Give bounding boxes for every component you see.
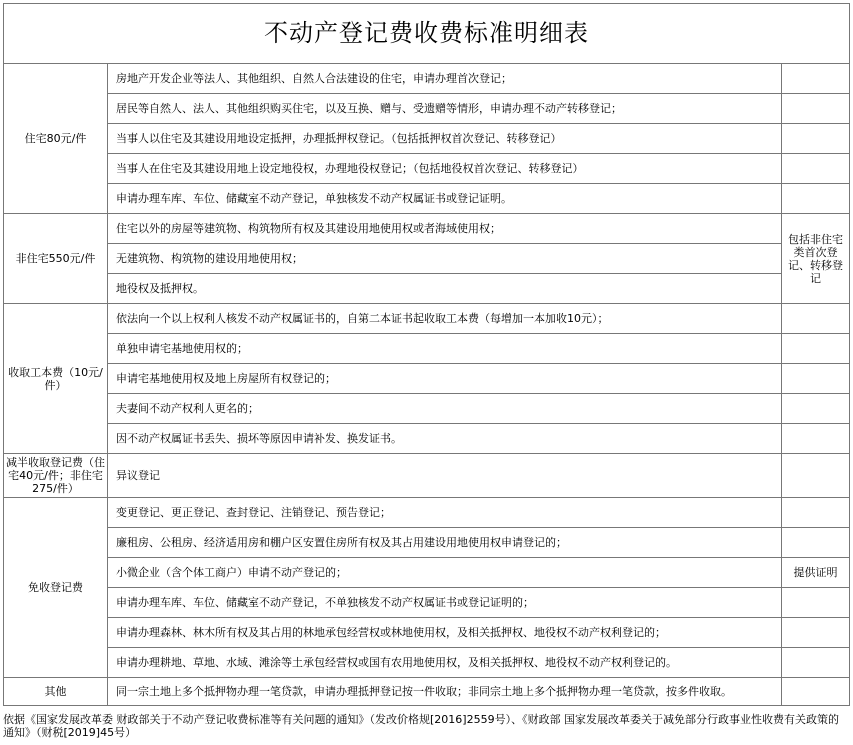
note-cell: [782, 588, 850, 618]
table-row: [4, 454, 850, 498]
item-text: 住宅以外的房屋等建筑物、构筑物所有权及其建设用地使用权或者海域使用权；: [108, 214, 782, 244]
note-cell: [782, 364, 850, 394]
note-cell: [782, 498, 850, 528]
fee-table: [3, 3, 850, 706]
table-row: [4, 124, 850, 154]
table-row: [4, 244, 850, 274]
note-cell: [782, 618, 850, 648]
item-text: 廉租房、公租房、经济适用房和棚户区安置住房所有权及其占用建设用地使用权申请登记的；: [108, 528, 782, 558]
category-exempt: 免收登记费: [4, 498, 108, 678]
table-row: [4, 94, 850, 124]
table-row: [4, 154, 850, 184]
item-text: 同一宗土地上多个抵押物办理一笔贷款，申请办理抵押登记按一件收取；非同宗土地上多个抵押物办理一笔贷款，按多件收取。: [108, 678, 782, 706]
legal-basis-footnote: 依据《国家发展改革委 财政部关于不动产登记收费标准等有关问题的通知》（发改价格规[2016]2559号）、《财政部 国家发展改革委关于减免部分行政事业性收费有关政策的通知》（财税[2019]45号）: [3, 713, 840, 739]
item-text: 因不动产权属证书丢失、损坏等原因申请补发、换发证书。: [108, 424, 782, 454]
table-row: [4, 558, 850, 588]
note-exempt: 提供证明: [782, 558, 850, 588]
category-half-fee: 减半收取登记费（住宅40元/件；非住宅275/件）: [4, 454, 108, 498]
item-text: 申请办理耕地、草地、水域、滩涂等土承包经营权或国有农用地使用权，及相关抵押权、地役权不动产权利登记的。: [108, 648, 782, 678]
item-text: 小微企业（含个体工商户）申请不动产登记的；: [108, 558, 782, 588]
item-text: 居民等自然人、法人、其他组织购买住宅，以及互换、赠与、受遗赠等情形，申请办理不动产转移登记；: [108, 94, 782, 124]
item-text: 申请办理车库、车位、储藏室不动产登记，单独核发不动产权属证书或登记证明。: [108, 184, 782, 214]
note-cell: [782, 94, 850, 124]
table-row: [4, 528, 850, 558]
table-row: [4, 214, 850, 244]
table-row: [4, 618, 850, 648]
table-row: [4, 588, 850, 618]
note-cell: [782, 454, 850, 498]
category-residential: 住宅80元/件: [4, 64, 108, 214]
note-cell: [782, 424, 850, 454]
note-cell: [782, 64, 850, 94]
table-row: [4, 274, 850, 304]
table-row: [4, 304, 850, 334]
item-text: 依法向一个以上权利人核发不动产权属证书的，自第二本证书起收取工本费（每增加一本加收10元）；: [108, 304, 782, 334]
note-cell: [782, 154, 850, 184]
category-other: 其他: [4, 678, 108, 706]
item-text: 当事人以住宅及其建设用地设定抵押，办理抵押权登记。（包括抵押权首次登记、转移登记）: [108, 124, 782, 154]
item-text: 申请办理车库、车位、储藏室不动产登记，不单独核发不动产权属证书或登记证明的；: [108, 588, 782, 618]
item-text: 异议登记: [108, 454, 782, 498]
table-row: [4, 424, 850, 454]
item-text: 申请宅基地使用权及地上房屋所有权登记的；: [108, 364, 782, 394]
table-row: [4, 648, 850, 678]
item-text: 夫妻间不动产权利人更名的；: [108, 394, 782, 424]
category-non-residential: 非住宅550元/件: [4, 214, 108, 304]
table-row: [4, 394, 850, 424]
category-workbook-fee: 收取工本费（10元/件）: [4, 304, 108, 454]
note-non-residential: 包括非住宅类首次登记、转移登记: [782, 214, 850, 304]
note-cell: [782, 394, 850, 424]
item-text: 单独申请宅基地使用权的；: [108, 334, 782, 364]
item-text: 当事人在住宅及其建设用地上设定地役权，办理地役权登记；（包括地役权首次登记、转移登记）: [108, 154, 782, 184]
note-cell: [782, 304, 850, 334]
table-row: [4, 184, 850, 214]
note-cell: [782, 678, 850, 706]
item-text: 房地产开发企业等法人、其他组织、自然人合法建设的住宅，申请办理首次登记；: [108, 64, 782, 94]
table-row: [4, 678, 850, 706]
note-cell: [782, 648, 850, 678]
item-text: 地役权及抵押权。: [108, 274, 782, 304]
table-row: [4, 498, 850, 528]
item-text: 无建筑物、构筑物的建设用地使用权；: [108, 244, 782, 274]
note-cell: [782, 124, 850, 154]
item-text: 申请办理森林、林木所有权及其占用的林地承包经营权或林地使用权，及相关抵押权、地役权不动产权利登记的；: [108, 618, 782, 648]
note-cell: [782, 528, 850, 558]
table-row: [4, 64, 850, 94]
note-cell: [782, 334, 850, 364]
table-row: [4, 334, 850, 364]
table-title: 不动产登记费收费标准明细表: [4, 4, 850, 64]
item-text: 变更登记、更正登记、查封登记、注销登记、预告登记；: [108, 498, 782, 528]
table-row: [4, 364, 850, 394]
note-cell: [782, 184, 850, 214]
